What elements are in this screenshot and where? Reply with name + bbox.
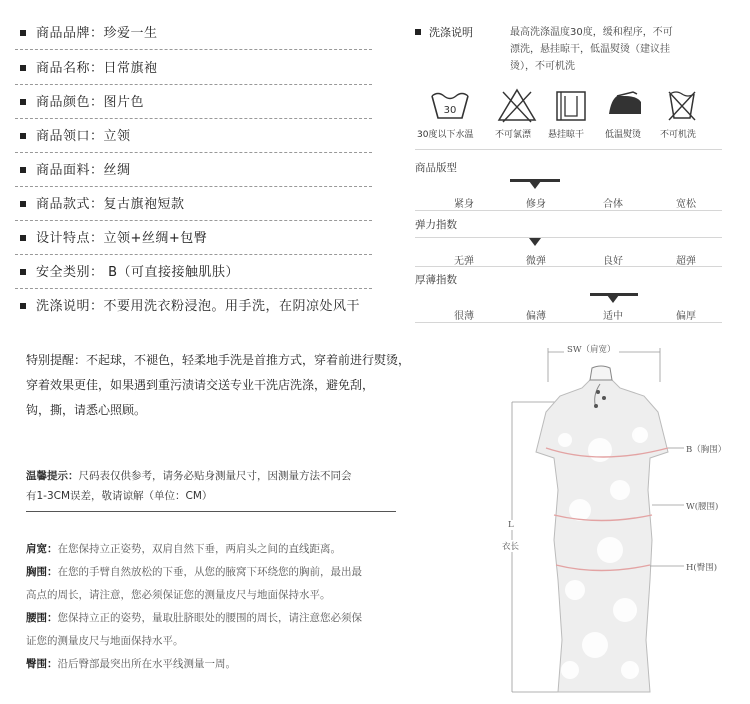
scale-fit-marker bbox=[529, 181, 541, 189]
measure-shoulder: 肩宽：在您保持立正姿势，双肩自然下垂，两肩头之间的直线距离。 bbox=[26, 543, 341, 555]
attr-fabric: 商品面料：丝绸 bbox=[15, 159, 372, 183]
measure-bust: 胸围：在您的手臂自然放松的下垂，从您的腋窝下环绕您的胸前，最出最 bbox=[26, 566, 362, 578]
label-shoulder: SW（肩宽） bbox=[564, 343, 619, 355]
attr-style: 商品款式：复古旗袍短款 bbox=[15, 193, 372, 217]
size-tips: 温馨提示：尺码表仅供参考，请务必贴身测量尺寸，因测量方法不同会 有1-3CM误差，敬请谅解（单位：CM） bbox=[26, 470, 352, 502]
label-waist: W(腰围) bbox=[686, 502, 719, 512]
attr-wash: 洗涤说明：不要用洗衣粉浸泡。用手洗，在阴凉处风干 bbox=[15, 295, 415, 319]
scale-stretch-marker bbox=[529, 238, 541, 246]
label-hip: H(臀围) bbox=[686, 563, 718, 573]
hang-dry-icon bbox=[549, 86, 593, 124]
attr-name: 商品名称：日常旗袍 bbox=[15, 57, 372, 81]
measure-hip: 臀围：沿后臀部最突出所在水平线测量一周。 bbox=[26, 658, 236, 670]
care-title: 洗涤说明 bbox=[429, 26, 473, 39]
svg-text:30: 30 bbox=[443, 105, 457, 116]
care-description: 最高洗涤温度30度，缓和程序，不可 漂洗，悬挂晾干，低温熨烫（建议挂 烫），不可机洗 bbox=[510, 27, 673, 72]
special-notice: 特别提醒：不起球，不褪色，轻柔地手洗是首推方式，穿着前进行熨烫， 穿着效果更佳，如果遇到重污渍请交送专业干洗店洗涤，避免刮， 钩，撕，请悉心照顾。 bbox=[26, 353, 411, 417]
wash-30-icon bbox=[428, 86, 472, 124]
scale-thickness-marker bbox=[607, 295, 619, 303]
measure-waist: 腰围：您保持立正的姿势，量取肚脐眼处的腰围的周长，请注意您必须保 bbox=[26, 612, 362, 624]
attr-brand: 商品品牌：珍爱一生 bbox=[15, 22, 372, 46]
scale-stretch-title: 弹力指数 bbox=[415, 219, 457, 231]
low-iron-icon bbox=[603, 86, 647, 124]
scale-thickness-title: 厚薄指数 bbox=[415, 274, 457, 286]
scale-fit-title: 商品版型 bbox=[415, 162, 457, 174]
attr-color: 商品颜色：图片色 bbox=[15, 91, 372, 115]
dress-measurement-diagram bbox=[500, 340, 740, 700]
attr-safety: 安全类别： B（可直接接触肌肤） bbox=[15, 261, 372, 285]
attr-collar: 商品领口：立领 bbox=[15, 125, 372, 149]
label-length-l: L bbox=[508, 520, 514, 530]
label-length: 衣长 bbox=[502, 542, 520, 552]
no-machine-wash-icon bbox=[660, 86, 704, 124]
no-bleach-icon bbox=[495, 86, 539, 124]
attr-design: 设计特点：立领+丝绸+包臀 bbox=[15, 227, 372, 251]
label-bust: B（胸围） bbox=[686, 445, 727, 455]
